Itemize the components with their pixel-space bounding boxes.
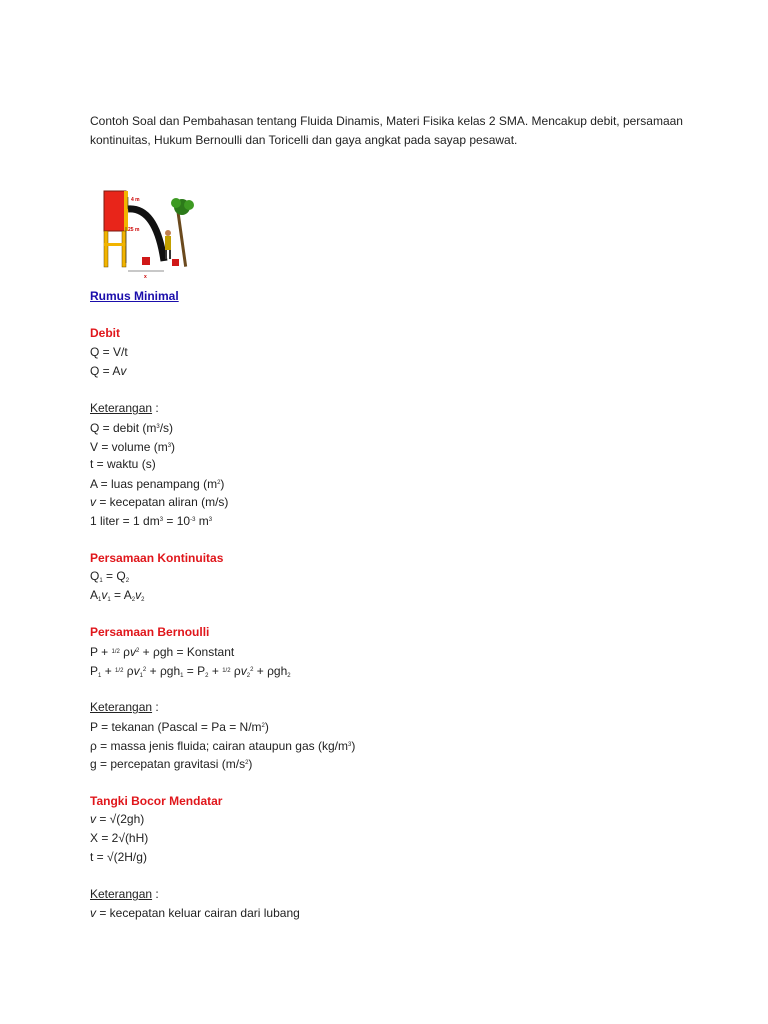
debit-eq-2: Q = Av (90, 363, 127, 378)
ket1-q: Q = debit $(m^3/s)$ (90, 420, 174, 435)
ket2-rho: ρ = massa jenis fluida; cairan ataupun gas $(kg/m^3)$ (90, 738, 356, 753)
label-bottom: x (144, 274, 147, 280)
tangki-heading: Tangki Bocor Mendatar (90, 793, 223, 808)
intro-paragraph: Contoh Soal dan Pembahasan tentang Fluida Dinamis, Materi Fisika kelas 2 SMA. Mencakup debit, persamaan kontinuitas, Hukum Bernoulli dan Toricelli dan gaya angkat pada sayap pesawat. (90, 114, 683, 147)
ket2-p: P = tekanan (Pascal = $Pa = N/m^2$) (90, 719, 269, 734)
kontinuitas-eq-1: $Q_1 = Q_2$ (90, 569, 130, 585)
keterangan-2: Keterangan : (90, 700, 159, 715)
ket1-t: t = waktu (s) (90, 457, 156, 472)
rumus-minimal-link[interactable]: Rumus Minimal (90, 289, 179, 303)
bernoulli-eq-2: $P_1 + ^{1/2}$ $\rho v_1^2 + \rho gh_1 = P_2 + ^{1/2}$ $\rho v_2^2 + \rho gh_2$ (90, 663, 291, 679)
label-top: 4 m (131, 197, 140, 203)
kontinuitas-heading: Persamaan Kontinuitas (90, 550, 224, 565)
tangki-eq-v: v = √(2gh) (90, 812, 145, 827)
bernoulli-eq-1: P + $^{1/2}$ $\rho v^2 + \rho gh$ = Konstant (90, 645, 235, 660)
rumus-minimal-row (90, 287, 690, 306)
tangki-eq-t: t = √(2H/g) (90, 849, 147, 864)
label-side: 25 m (128, 227, 140, 233)
tangki-eq-x: X = 2√(hH) (90, 830, 149, 845)
ket1-v: V = volume $(m^3)$ (90, 439, 176, 454)
ket3-v: v = kecepatan keluar cairan dari lubang (90, 905, 300, 920)
keterangan-3: Keterangan : (90, 887, 159, 901)
kontinuitas-eq-2: $A_1v_1 = A_2v_2$ (90, 588, 145, 603)
ket1-vel: v = kecepatan aliran (m/s) (90, 494, 229, 509)
bernoulli-heading: Persamaan Bernoulli (90, 625, 210, 640)
debit-heading: Debit (90, 326, 120, 341)
debit-eq-1: Q = V/t (90, 345, 128, 360)
article-content (90, 112, 690, 922)
tank-illustration (98, 187, 198, 281)
ket1-liter: 1 liter = 1 $dm^3 = 10^{-3}$ $m^3$ (90, 514, 213, 529)
ket2-g: g = percepatan gravitasi $(m/s^2)$ (90, 757, 253, 772)
keterangan-1: Keterangan : (90, 401, 159, 416)
leaking-tank-diagram (98, 187, 198, 281)
ket1-a: A = luas penampang $(m^2)$ (90, 476, 225, 491)
